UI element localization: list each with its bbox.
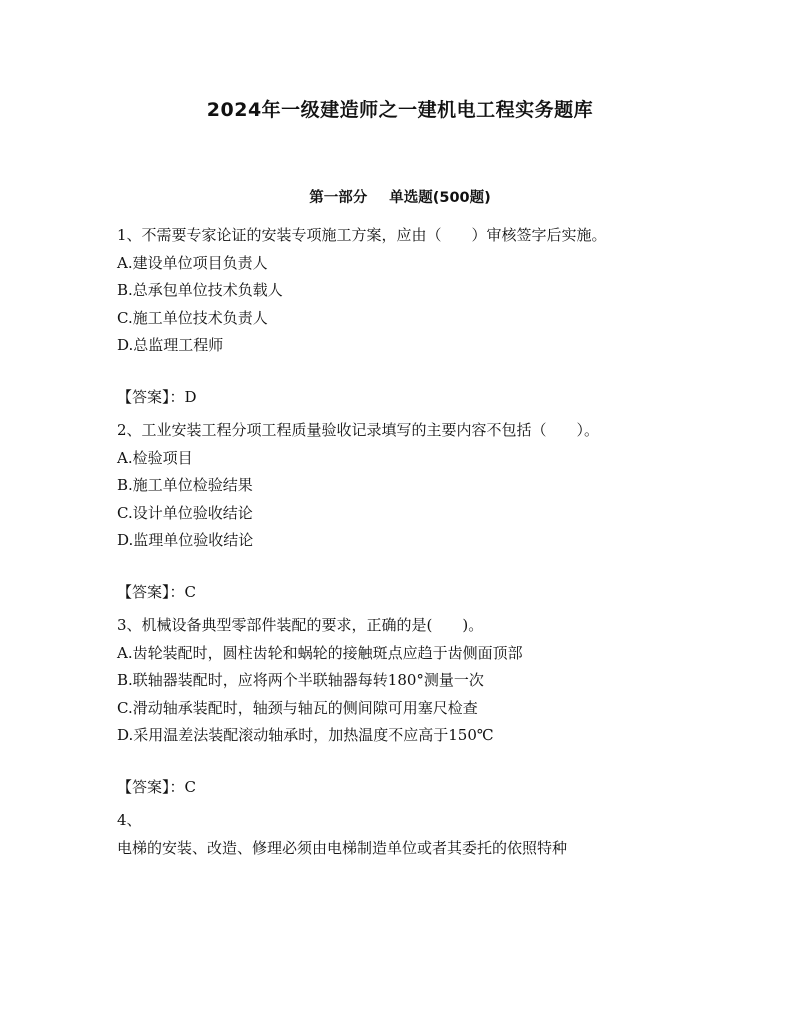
option-d: D.总监理工程师	[117, 336, 224, 354]
option-c: C.设计单位验收结论	[117, 503, 253, 522]
question-stem: 1、不需要专家论证的安装专项施工方案，应由（ ）审核签字后实施。	[117, 226, 607, 244]
option-d: D.采用温差法装配滚动轴承时，加热温度不应高于150℃	[117, 726, 494, 744]
section-part: 第一部分	[309, 190, 368, 206]
section-name: 单选题(500题)	[389, 190, 491, 206]
section-heading	[0, 186, 800, 207]
document-title: 2024年一级建造师之一建机电工程实务题库	[206, 99, 594, 121]
option-a: A.建设单位项目负责人	[117, 253, 268, 272]
answer-label: 【答案】：	[117, 777, 185, 796]
answer-value: C	[184, 582, 196, 601]
answer-line	[117, 774, 683, 802]
option-a: A.齿轮装配时，圆柱齿轮和蜗轮的接触斑点应趋于齿侧面顶部	[117, 643, 523, 662]
option-c: C.滑动轴承装配时，轴颈与轴瓦的侧间隙可用塞尺检查	[117, 698, 478, 717]
option-b: B.总承包单位技术负载人	[117, 281, 283, 299]
answer-line	[117, 579, 683, 607]
answer-value: C	[184, 777, 196, 796]
option-d: D.监理单位验收结论	[117, 531, 254, 549]
question-4	[117, 807, 683, 862]
option-b: B.施工单位检验结果	[117, 476, 253, 494]
question-stem: 2、工业安装工程分项工程质量验收记录填写的主要内容不包括（ ）。	[117, 421, 600, 439]
question-list	[117, 222, 683, 862]
answer-value: D	[184, 387, 197, 406]
question-stem-continuation: 电梯的安装、改造、修理必须由电梯制造单位或者其委托的依照特种	[117, 838, 568, 857]
question-stem: 3、机械设备典型零部件装配的要求，正确的是( )。	[117, 616, 484, 634]
question-3	[117, 612, 683, 801]
answer-label: 【答案】：	[117, 582, 185, 601]
question-2	[117, 417, 683, 606]
option-c: C.施工单位技术负责人	[117, 308, 268, 327]
question-stem: 4、	[117, 811, 142, 829]
answer-line	[117, 384, 683, 412]
option-b: B.联轴器装配时，应将两个半联轴器每转180°测量一次	[117, 671, 484, 689]
question-1	[117, 222, 683, 411]
answer-label: 【答案】：	[117, 387, 185, 406]
option-a: A.检验项目	[117, 448, 193, 467]
